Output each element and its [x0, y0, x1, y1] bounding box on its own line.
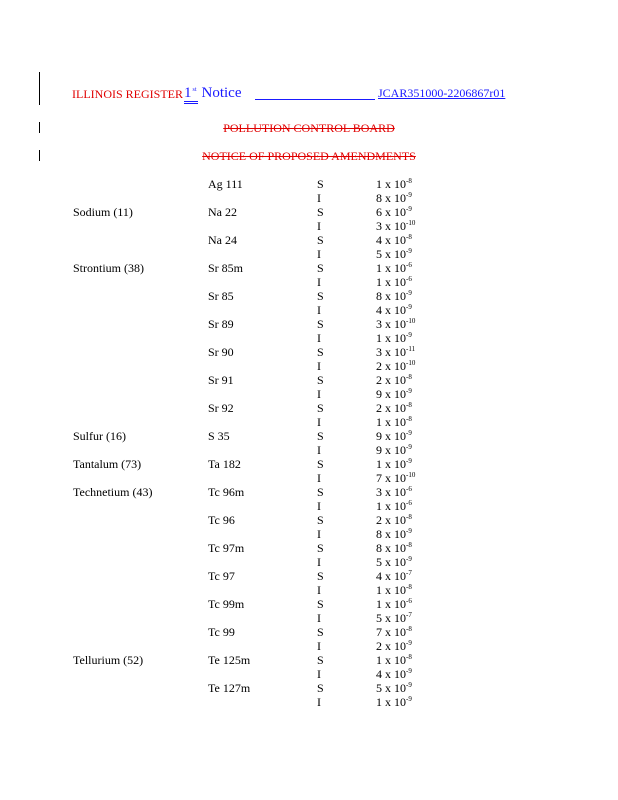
class-insoluble: I: [317, 275, 321, 289]
class-soluble: S: [317, 289, 324, 303]
isotope: Te 125m: [208, 653, 251, 667]
exponent: -9: [406, 191, 412, 199]
mantissa: 9 x 10: [376, 443, 406, 457]
exponent: -10: [406, 317, 416, 325]
soluble-value: [376, 457, 415, 471]
table-row: [0, 625, 618, 653]
exponent: -7: [406, 569, 412, 577]
class-soluble: S: [317, 317, 324, 331]
mantissa: 2 x 10: [376, 401, 406, 415]
isotope: Sr 85: [208, 289, 234, 303]
class-cell: [317, 485, 324, 513]
exponent: -10: [406, 219, 416, 227]
isotope: Na 24: [208, 233, 237, 247]
class-insoluble: I: [317, 611, 321, 625]
soluble-value: [376, 597, 412, 611]
soluble-value: [376, 345, 415, 359]
exponent: -9: [406, 667, 412, 675]
exponent: -6: [406, 485, 412, 493]
insoluble-value: [376, 415, 412, 429]
insoluble-value: [376, 555, 412, 569]
value-cell: [376, 401, 412, 429]
soluble-value: [376, 261, 412, 275]
mantissa: 1 x 10: [376, 275, 406, 289]
table-row: [0, 681, 618, 709]
mantissa: 7 x 10: [376, 471, 406, 485]
mantissa: 3 x 10: [376, 345, 406, 359]
insoluble-value: [376, 443, 412, 457]
class-soluble: S: [317, 261, 324, 275]
class-soluble: S: [317, 401, 324, 415]
insoluble-value: [376, 331, 415, 345]
class-cell: [317, 233, 324, 261]
table-row: [0, 289, 618, 317]
class-cell: [317, 177, 324, 205]
value-cell: [376, 513, 412, 541]
table-row: [0, 513, 618, 541]
value-cell: [376, 569, 412, 597]
exponent: -11: [406, 345, 416, 353]
mantissa: 8 x 10: [376, 541, 406, 555]
class-soluble: S: [317, 373, 324, 387]
mantissa: 3 x 10: [376, 219, 406, 233]
page-header: [72, 84, 592, 106]
mantissa: 5 x 10: [376, 555, 406, 569]
mantissa: 1 x 10: [376, 597, 406, 611]
exponent: -8: [406, 513, 412, 521]
class-insoluble: I: [317, 583, 321, 597]
agency-name: POLLUTION CONTROL BOARD: [223, 121, 395, 135]
isotope: Te 127m: [208, 681, 251, 695]
insoluble-value: [376, 247, 412, 261]
exponent: -6: [406, 275, 412, 283]
element-name: Strontium (38): [73, 261, 144, 275]
exponent: -8: [406, 177, 412, 185]
exponent: -10: [406, 359, 416, 367]
soluble-value: [376, 541, 412, 555]
mantissa: 2 x 10: [376, 513, 406, 527]
class-cell: [317, 317, 324, 345]
mantissa: 5 x 10: [376, 681, 406, 695]
table-row: [0, 317, 618, 345]
class-soluble: S: [317, 429, 324, 443]
class-insoluble: I: [317, 695, 321, 709]
value-cell: [376, 653, 412, 681]
value-cell: [376, 681, 412, 709]
class-cell: [317, 345, 324, 373]
class-insoluble: I: [317, 555, 321, 569]
class-soluble: S: [317, 625, 324, 639]
class-insoluble: I: [317, 191, 321, 205]
isotope: Tc 97m: [208, 541, 245, 555]
class-soluble: S: [317, 233, 324, 247]
inserted-notice-word: Notice: [201, 85, 242, 101]
class-cell: [317, 513, 324, 541]
class-soluble: S: [317, 569, 324, 583]
insoluble-value: [376, 387, 412, 401]
exponent: -9: [406, 695, 412, 703]
insoluble-value: [376, 695, 412, 709]
exponent: -9: [406, 205, 412, 213]
value-cell: [376, 205, 415, 233]
insoluble-value: [376, 583, 412, 597]
class-insoluble: I: [317, 667, 321, 681]
soluble-value: [376, 429, 412, 443]
exponent: -8: [406, 415, 412, 423]
value-cell: [376, 541, 412, 569]
exponent: -9: [406, 457, 412, 465]
table-row: [0, 429, 618, 457]
class-insoluble: I: [317, 499, 321, 513]
class-cell: [317, 653, 324, 681]
mantissa: 1 x 10: [376, 415, 406, 429]
isotope: Sr 90: [208, 345, 234, 359]
mantissa: 6 x 10: [376, 205, 406, 219]
mantissa: 4 x 10: [376, 233, 406, 247]
isotope: Tc 96: [208, 513, 235, 527]
exponent: -8: [406, 583, 412, 591]
insoluble-value: [376, 219, 415, 233]
exponent: -8: [406, 625, 412, 633]
exponent: -9: [406, 639, 412, 647]
class-insoluble: I: [317, 639, 321, 653]
class-soluble: S: [317, 513, 324, 527]
isotope: Sr 92: [208, 401, 234, 415]
exponent: -8: [406, 541, 412, 549]
exponent: -9: [406, 443, 412, 451]
class-soluble: S: [317, 485, 324, 499]
header-fill-line: [255, 99, 375, 100]
exponent: -8: [406, 373, 412, 381]
class-insoluble: I: [317, 219, 321, 233]
value-cell: [376, 485, 412, 513]
value-cell: [376, 373, 412, 401]
value-cell: [376, 233, 412, 261]
mantissa: 5 x 10: [376, 611, 406, 625]
soluble-value: [376, 681, 412, 695]
insoluble-value: [376, 667, 412, 681]
value-cell: [376, 289, 412, 317]
notice-heading: NOTICE OF PROPOSED AMENDMENTS: [202, 149, 416, 163]
table-row: [0, 541, 618, 569]
insoluble-value: [376, 275, 412, 289]
inserted-notice-mark: [184, 84, 242, 102]
isotope: Na 22: [208, 205, 237, 219]
soluble-value: [376, 233, 412, 247]
table-row: [0, 261, 618, 289]
isotope: Tc 99: [208, 625, 235, 639]
class-cell: [317, 681, 324, 709]
mantissa: 5 x 10: [376, 247, 406, 261]
soluble-value: [376, 513, 412, 527]
table-row: [0, 485, 618, 513]
exponent: -9: [406, 331, 412, 339]
class-cell: [317, 373, 324, 401]
mantissa: 8 x 10: [376, 191, 406, 205]
table-row: [0, 177, 618, 205]
exponent: -10: [406, 471, 416, 479]
isotope: Sr 85m: [208, 261, 244, 275]
inserted-suffix: st: [192, 86, 197, 93]
mantissa: 2 x 10: [376, 359, 406, 373]
isotope: Tc 96m: [208, 485, 245, 499]
soluble-value: [376, 205, 415, 219]
exponent: -8: [406, 233, 412, 241]
mantissa: 7 x 10: [376, 625, 406, 639]
table-row: [0, 653, 618, 681]
exponent: -9: [406, 527, 412, 535]
table-row: [0, 569, 618, 597]
class-cell: [317, 205, 324, 233]
class-soluble: S: [317, 205, 324, 219]
mantissa: 3 x 10: [376, 317, 406, 331]
register-title: ILLINOIS REGISTER: [72, 87, 183, 101]
soluble-value: [376, 625, 412, 639]
exponent: -9: [406, 681, 412, 689]
exponent: -9: [406, 387, 412, 395]
exponent: -8: [406, 653, 412, 661]
soluble-value: [376, 401, 412, 415]
table-row: [0, 345, 618, 373]
class-cell: [317, 625, 324, 653]
mantissa: 1 x 10: [376, 583, 406, 597]
class-soluble: S: [317, 345, 324, 359]
value-cell: [376, 457, 415, 485]
isotope: Ag 111: [208, 177, 243, 191]
class-soluble: S: [317, 457, 324, 471]
element-name: Sodium (11): [73, 205, 133, 219]
inserted-number: 1: [184, 85, 192, 101]
mantissa: 1 x 10: [376, 177, 406, 191]
isotope: Sr 91: [208, 373, 234, 387]
table-row: [0, 205, 618, 233]
insoluble-value: [376, 471, 415, 485]
class-cell: [317, 401, 324, 429]
class-insoluble: I: [317, 527, 321, 541]
table-row: [0, 233, 618, 261]
insoluble-value: [376, 499, 412, 513]
exponent: -9: [406, 303, 412, 311]
class-insoluble: I: [317, 359, 321, 373]
exponent: -9: [406, 289, 412, 297]
value-cell: [376, 625, 412, 653]
soluble-value: [376, 317, 415, 331]
class-cell: [317, 261, 324, 289]
element-name: Tantalum (73): [73, 457, 142, 471]
change-bar: [39, 72, 40, 105]
insoluble-value: [376, 611, 412, 625]
value-cell: [376, 429, 412, 457]
soluble-value: [376, 289, 412, 303]
soluble-value: [376, 569, 412, 583]
table-row: [0, 401, 618, 429]
isotope: S 35: [208, 429, 230, 443]
class-cell: [317, 597, 324, 625]
mantissa: 2 x 10: [376, 373, 406, 387]
mantissa: 9 x 10: [376, 387, 406, 401]
value-cell: [376, 261, 412, 289]
element-name: Sulfur (16): [73, 429, 126, 443]
class-cell: [317, 457, 324, 485]
mantissa: 3 x 10: [376, 485, 406, 499]
mantissa: 1 x 10: [376, 499, 406, 513]
mantissa: 1 x 10: [376, 331, 406, 345]
value-cell: [376, 345, 415, 373]
table-row: [0, 597, 618, 625]
exponent: -9: [406, 429, 412, 437]
insoluble-value: [376, 639, 412, 653]
mantissa: 4 x 10: [376, 303, 406, 317]
element-name: Technetium (43): [73, 485, 153, 499]
value-cell: [376, 317, 415, 345]
mantissa: 2 x 10: [376, 639, 406, 653]
class-insoluble: I: [317, 471, 321, 485]
mantissa: 4 x 10: [376, 569, 406, 583]
class-insoluble: I: [317, 303, 321, 317]
mantissa: 8 x 10: [376, 527, 406, 541]
class-cell: [317, 541, 324, 569]
isotope: Sr 89: [208, 317, 234, 331]
class-insoluble: I: [317, 443, 321, 457]
mantissa: 1 x 10: [376, 695, 406, 709]
class-insoluble: I: [317, 387, 321, 401]
class-soluble: S: [317, 653, 324, 667]
soluble-value: [376, 653, 412, 667]
mantissa: 1 x 10: [376, 261, 406, 275]
exponent: -6: [406, 597, 412, 605]
isotope: Tc 97: [208, 569, 235, 583]
class-cell: [317, 289, 324, 317]
exponent: -9: [406, 555, 412, 563]
value-cell: [376, 597, 412, 625]
class-insoluble: I: [317, 331, 321, 345]
class-soluble: S: [317, 177, 324, 191]
class-cell: [317, 569, 324, 597]
class-cell: [317, 429, 324, 457]
soluble-value: [376, 485, 412, 499]
insoluble-value: [376, 303, 412, 317]
insoluble-value: [376, 359, 415, 373]
isotope: Ta 182: [208, 457, 241, 471]
exponent: -7: [406, 611, 412, 619]
class-soluble: S: [317, 681, 324, 695]
insoluble-value: [376, 191, 412, 205]
mantissa: 4 x 10: [376, 667, 406, 681]
exponent: -6: [406, 261, 412, 269]
table-row: [0, 457, 618, 485]
insoluble-value: [376, 527, 412, 541]
soluble-value: [376, 373, 412, 387]
exponent: -6: [406, 499, 412, 507]
element-name: Tellurium (52): [73, 653, 144, 667]
radionuclide-table: [0, 177, 618, 709]
class-insoluble: I: [317, 415, 321, 429]
jcar-code: JCAR351000-2206867r01: [378, 86, 506, 100]
mantissa: 9 x 10: [376, 429, 406, 443]
mantissa: 1 x 10: [376, 653, 406, 667]
class-soluble: S: [317, 541, 324, 555]
soluble-value: [376, 177, 412, 191]
class-insoluble: I: [317, 247, 321, 261]
class-soluble: S: [317, 597, 324, 611]
exponent: -8: [406, 401, 412, 409]
exponent: -9: [406, 247, 412, 255]
value-cell: [376, 177, 412, 205]
table-row: [0, 373, 618, 401]
mantissa: 1 x 10: [376, 457, 406, 471]
mantissa: 8 x 10: [376, 289, 406, 303]
isotope: Tc 99m: [208, 597, 245, 611]
